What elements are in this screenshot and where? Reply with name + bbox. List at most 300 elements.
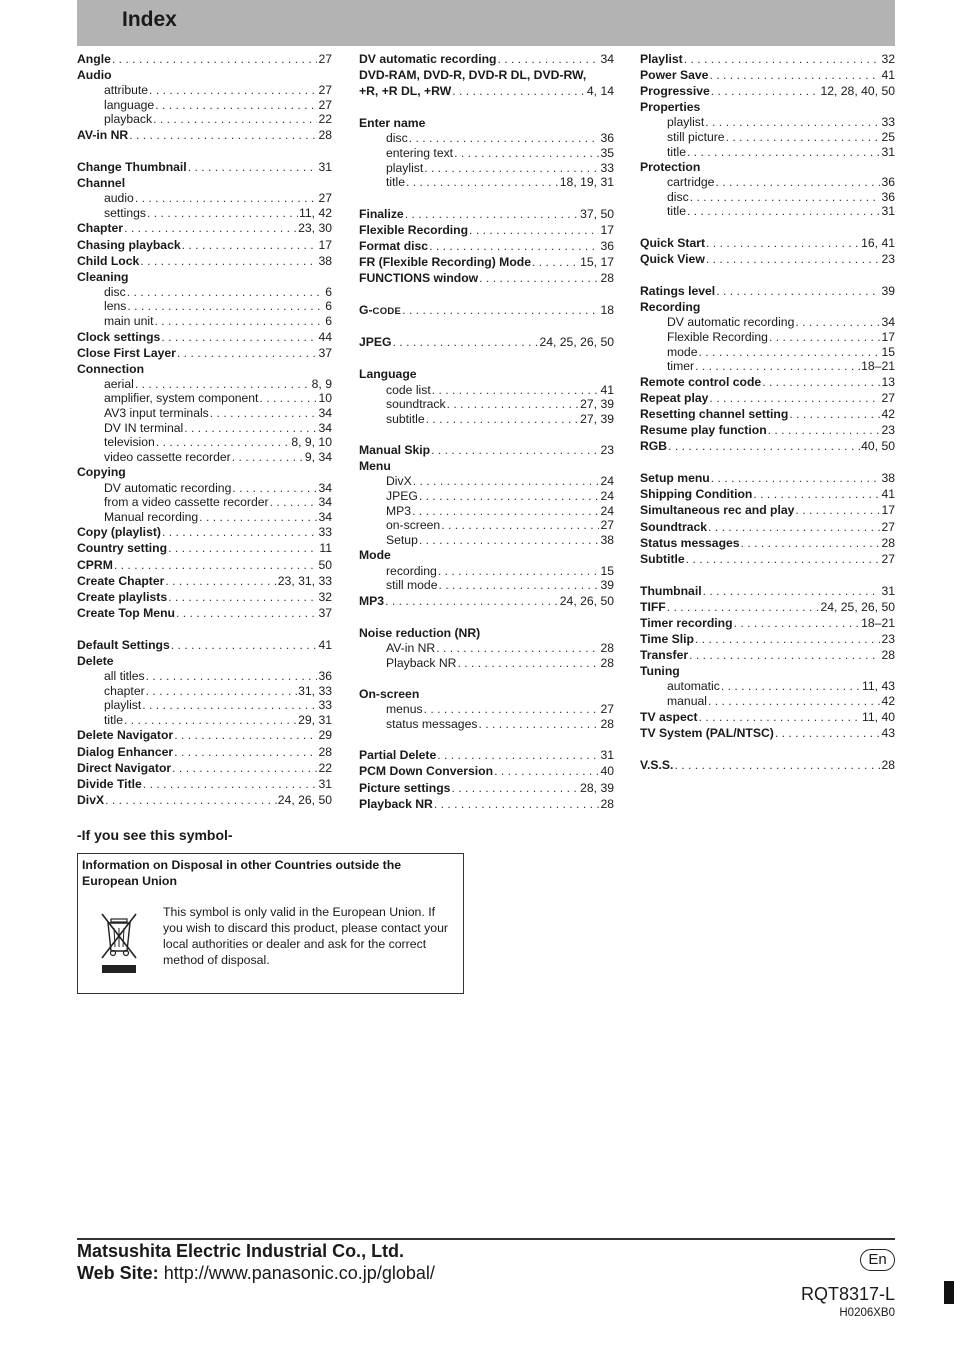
index-term-text: Time Slip	[640, 632, 694, 647]
index-term	[386, 518, 440, 533]
index-term	[386, 383, 431, 398]
page-numbers: 35	[600, 145, 614, 160]
leader-dots	[711, 470, 881, 486]
index-term	[667, 145, 686, 160]
index-term	[359, 83, 451, 99]
index-term-text: Ratings level	[640, 284, 716, 299]
index-column-1	[77, 51, 332, 808]
page-title: Index	[122, 8, 177, 31]
website-line	[77, 1263, 435, 1284]
index-term	[386, 161, 423, 176]
leader-dots	[497, 51, 599, 67]
index-term	[104, 510, 198, 525]
index-entry	[77, 220, 332, 236]
leader-dots	[432, 383, 600, 398]
index-group-heading: Connection	[77, 361, 145, 376]
index-term	[386, 489, 418, 504]
index-term-text: chapter	[104, 683, 145, 698]
index-entry	[359, 83, 614, 99]
index-group-heading: Language	[359, 367, 417, 382]
leader-dots	[135, 191, 318, 206]
index-term-text: title	[104, 712, 123, 727]
page-numbers: 24, 26, 50	[277, 792, 332, 807]
index-entry	[77, 345, 332, 361]
index-entry	[77, 524, 332, 540]
page-numbers: 41	[881, 487, 895, 502]
index-term	[104, 314, 153, 329]
index-term	[640, 647, 688, 663]
index-term	[104, 206, 146, 221]
index-term-text: Default Settings	[77, 637, 170, 652]
leader-dots	[708, 519, 880, 535]
index-subentry	[359, 533, 614, 548]
leader-dots	[699, 709, 861, 725]
index-group-heading: On-screen	[359, 687, 420, 702]
leader-dots	[259, 391, 317, 406]
index-entry	[640, 647, 895, 663]
index-term-text: Chapter	[77, 221, 124, 236]
index-entry	[640, 615, 895, 631]
index-subentry	[77, 435, 332, 450]
index-subentry	[77, 191, 332, 206]
page-numbers: 25	[881, 129, 895, 144]
index-term-text: Picture settings	[359, 780, 451, 795]
index-term	[386, 131, 408, 146]
index-term-text: Direct Navigator	[77, 760, 172, 775]
index-spacer	[359, 731, 614, 747]
index-subentry	[640, 315, 895, 330]
index-term-text: JPEG	[386, 489, 418, 504]
index-entry	[640, 725, 895, 741]
index-term	[640, 251, 705, 267]
index-term-text: AV-in NR	[386, 640, 436, 655]
leader-dots	[436, 641, 599, 656]
index-term	[359, 254, 531, 270]
index-term-text: Manual recording	[104, 509, 199, 524]
page-numbers: 42	[881, 693, 895, 708]
index-term-text: video cassette recorder	[104, 449, 231, 464]
index-entry	[359, 302, 614, 318]
leader-dots	[768, 422, 881, 438]
index-spacer	[640, 741, 895, 757]
leader-dots	[153, 112, 317, 127]
page-numbers: 11, 42	[299, 205, 332, 220]
crossed-out-wheelie-bin-icon	[99, 911, 139, 975]
index-term-text: audio	[104, 191, 134, 206]
index-subentry	[359, 412, 614, 427]
index-entry	[77, 573, 332, 589]
index-term	[386, 533, 418, 548]
leader-dots	[419, 489, 600, 504]
index-term-text: Playlist	[640, 52, 683, 66]
leader-dots	[452, 83, 586, 99]
index-term-text: settings	[104, 205, 147, 220]
index-spacer	[640, 567, 895, 583]
index-subentry	[77, 391, 332, 406]
leader-dots	[769, 330, 881, 345]
index-term-text: playlist	[386, 160, 424, 175]
index-term	[104, 698, 141, 713]
index-term	[640, 757, 673, 773]
page-numbers: 23	[881, 252, 895, 267]
index-entry	[640, 235, 895, 251]
disposal-text: This symbol is only valid in the European Union. If you wish to discard this product, please contact your local authorities or dealer and ask for the correct method of disposal.	[163, 905, 449, 967]
page-numbers: 36	[881, 175, 895, 190]
index-group-heading: Cleaning	[77, 269, 129, 284]
index-term-text: disc	[104, 284, 126, 299]
index-term	[104, 83, 148, 98]
page-numbers: 28	[881, 757, 895, 772]
leader-dots	[171, 637, 318, 653]
index-term-text: Flexible Recording	[667, 330, 768, 344]
index-term	[386, 717, 477, 732]
page-numbers: 44	[318, 329, 332, 344]
index-column-3	[640, 51, 895, 773]
leader-dots	[684, 51, 881, 67]
page-numbers: 50	[318, 557, 332, 572]
index-entry	[640, 535, 895, 551]
page-numbers: 27	[881, 519, 895, 534]
index-term	[104, 112, 152, 127]
index-entry	[77, 776, 332, 792]
index-group-heading: Tuning	[640, 664, 680, 679]
leader-dots	[789, 406, 880, 422]
index-entry	[640, 583, 895, 599]
page-numbers: 36	[600, 131, 614, 146]
index-term-text: manual	[667, 693, 707, 708]
page-numbers: 4, 14	[586, 84, 614, 99]
leader-dots	[161, 329, 317, 345]
leader-dots	[176, 605, 317, 621]
leader-dots	[184, 421, 317, 436]
index-term-text: DV automatic recording	[359, 52, 497, 66]
index-term	[359, 593, 384, 609]
leader-dots	[706, 235, 860, 251]
index-subentry	[359, 564, 614, 579]
leader-dots	[424, 702, 600, 717]
leader-dots	[127, 299, 324, 314]
leader-dots	[709, 67, 880, 83]
index-entry	[640, 470, 895, 486]
index-term-text: DV IN terminal	[104, 420, 184, 435]
index-term-text: language	[104, 97, 155, 112]
page-numbers: 24	[600, 503, 614, 518]
index-spacer	[359, 286, 614, 302]
index-term-text: JPEG	[359, 335, 392, 350]
index-spacer	[77, 143, 332, 159]
page-numbers: 29	[318, 728, 332, 743]
page-numbers: 31	[318, 776, 332, 791]
index-entry	[77, 744, 332, 760]
index-term-text: Subtitle	[640, 551, 685, 566]
website-url[interactable]: http://www.panasonic.co.jp/global/	[163, 1263, 435, 1283]
index-term	[667, 190, 689, 205]
index-term	[640, 51, 683, 67]
index-term	[667, 694, 707, 709]
leader-dots	[426, 412, 579, 427]
index-entry	[77, 253, 332, 269]
page-numbers: 12, 28, 40, 50	[820, 84, 895, 99]
page-numbers: 9, 34	[304, 449, 332, 464]
index-term-text: Simultaneous rec and play	[640, 503, 795, 518]
leader-dots	[406, 175, 559, 190]
index-term-text: aerial	[104, 376, 134, 391]
leader-dots	[687, 204, 880, 219]
index-term-text: Setup	[386, 532, 418, 547]
page-numbers: 24	[600, 489, 614, 504]
index-subentry	[640, 130, 895, 145]
index-subentry	[77, 406, 332, 421]
page-numbers: 43	[881, 725, 895, 740]
index-term-text: Change Thumbnail	[77, 160, 187, 175]
index-subentry	[640, 679, 895, 694]
index-term-text: automatic	[667, 679, 720, 694]
page-numbers: 24, 25, 26, 50	[820, 599, 895, 614]
leader-dots	[775, 725, 881, 741]
index-group-heading: Menu	[359, 459, 391, 474]
index-term-text: Manual Skip	[359, 443, 431, 458]
page-numbers: 38	[881, 471, 895, 486]
leader-dots	[412, 504, 599, 519]
index-term	[640, 709, 698, 725]
index-term	[359, 206, 404, 222]
page-numbers: 40, 50	[861, 439, 895, 454]
index-term-text: disc	[386, 131, 408, 146]
page-numbers: 31	[318, 160, 332, 175]
index-entry	[359, 747, 614, 763]
leader-dots	[708, 694, 880, 709]
index-term	[104, 391, 258, 406]
index-spacer	[359, 426, 614, 442]
index-term-text: soundtrack	[386, 397, 446, 412]
index-subentry	[640, 694, 895, 709]
index-entry	[640, 502, 895, 518]
page-numbers: 34	[881, 315, 895, 330]
index-subentry	[77, 83, 332, 98]
index-term-text: menus	[386, 702, 423, 717]
index-subentry	[77, 98, 332, 113]
model-number: RQT8317-L	[800, 1284, 895, 1304]
index-term	[104, 713, 123, 728]
index-entry	[77, 605, 332, 621]
leader-dots	[177, 345, 318, 361]
index-subentry	[359, 397, 614, 412]
index-subentry	[359, 489, 614, 504]
page-numbers: 27	[318, 191, 332, 206]
leader-dots	[695, 359, 860, 374]
page-numbers: 31	[881, 144, 895, 159]
index-term-text: all titles	[104, 669, 145, 684]
index-term-text: DivX	[77, 792, 105, 807]
index-term-text: Playback NR	[359, 796, 433, 811]
index-term-text: still mode	[386, 578, 438, 593]
index-term	[386, 656, 456, 671]
index-entry	[77, 792, 332, 808]
leader-dots	[105, 792, 277, 808]
index-term	[359, 780, 450, 796]
index-term	[77, 220, 123, 236]
index-term	[386, 641, 435, 656]
leader-dots	[686, 551, 881, 567]
leader-dots	[114, 557, 318, 573]
index-term	[640, 519, 707, 535]
page-numbers: 34	[318, 480, 332, 495]
index-entry	[359, 270, 614, 286]
page-numbers: 29, 31	[298, 712, 332, 727]
language-badge: En	[860, 1249, 895, 1271]
leader-dots	[715, 175, 880, 190]
page-numbers: 23	[600, 443, 614, 458]
index-term	[640, 438, 667, 454]
index-term-text: Delete Navigator	[77, 728, 174, 743]
page-numbers: 31	[881, 583, 895, 598]
index-subentry	[640, 359, 895, 374]
index-term-text: Soundtrack	[640, 519, 708, 534]
leader-dots	[429, 238, 599, 254]
index-term	[386, 504, 411, 519]
leader-dots	[721, 679, 861, 694]
leader-dots	[424, 161, 599, 176]
index-term	[359, 302, 401, 318]
index-term-text: amplifier, system component	[104, 391, 259, 406]
index-spacer	[640, 454, 895, 470]
index-subentry	[77, 206, 332, 221]
index-subentry	[640, 204, 895, 219]
index-term-text: Repeat play	[640, 390, 709, 405]
index-term-text: V.S.S.	[640, 757, 674, 772]
page-numbers: 18–21	[861, 359, 895, 374]
index-term	[359, 796, 433, 812]
index-term	[359, 763, 493, 779]
page-numbers: 27	[600, 518, 614, 533]
index-spacer	[359, 350, 614, 366]
index-entry	[77, 760, 332, 776]
index-term	[104, 421, 183, 436]
index-term-text: playlist	[667, 115, 705, 130]
index-subentry	[77, 285, 332, 300]
index-term-text: RGB	[640, 439, 668, 454]
index-term-text: on-screen	[386, 518, 441, 533]
index-subentry	[359, 518, 614, 533]
index-term	[104, 299, 126, 314]
index-term-text: from a video cassette recorder	[104, 495, 269, 510]
page-numbers: 39	[600, 578, 614, 593]
index-subentry	[77, 495, 332, 510]
index-entry	[77, 127, 332, 143]
page-numbers: 27	[881, 390, 895, 405]
index-term-text: still picture	[667, 129, 725, 144]
index-term-text: DV automatic recording	[667, 315, 795, 330]
index-term	[667, 315, 794, 330]
page-numbers: 41	[318, 637, 332, 652]
index-term	[359, 270, 478, 286]
page-numbers: 27	[600, 702, 614, 717]
index-term-text: Country setting	[77, 541, 168, 556]
index-entry	[359, 51, 614, 67]
index-entry	[77, 329, 332, 345]
leader-dots	[168, 540, 318, 556]
index-term	[77, 637, 170, 653]
leader-dots	[162, 524, 317, 540]
leader-dots	[270, 495, 318, 510]
index-term	[640, 406, 788, 422]
index-spacer	[359, 318, 614, 334]
index-subentry	[640, 175, 895, 190]
index-term	[640, 283, 715, 299]
index-entry	[640, 631, 895, 647]
index-term	[359, 442, 430, 458]
index-term	[77, 524, 161, 540]
index-column-2	[359, 51, 614, 812]
index-entry	[77, 637, 332, 653]
index-term-text: Quick View	[640, 252, 705, 267]
leader-dots	[155, 98, 317, 113]
index-term-text: Remote control code	[640, 374, 762, 389]
index-group-heading: Enter name	[359, 116, 426, 131]
index-term-text: lens	[104, 299, 127, 314]
page-numbers: 31	[881, 204, 895, 219]
page-numbers: 28	[600, 271, 614, 286]
leader-dots	[438, 564, 600, 579]
index-term-text: TV aspect	[640, 709, 698, 724]
page-numbers: 28	[318, 127, 332, 142]
index-term	[640, 535, 740, 551]
leader-dots	[232, 450, 304, 465]
index-term-text: main unit	[104, 314, 154, 328]
index-subentry	[77, 314, 332, 329]
leader-dots	[532, 254, 579, 270]
index-subentry	[359, 702, 614, 717]
page-numbers: 28	[600, 716, 614, 731]
index-term	[640, 486, 752, 502]
index-term	[386, 175, 405, 190]
index-term-text: attribute	[104, 83, 149, 98]
leader-dots	[441, 518, 599, 533]
index-group-heading: Properties	[640, 100, 701, 115]
index-term-text: Thumbnail	[640, 583, 702, 598]
index-term	[104, 191, 134, 206]
leader-dots	[741, 535, 881, 551]
index-term-text: FR (Flexible Recording) Mode	[359, 255, 531, 270]
leader-dots	[706, 251, 881, 267]
leader-dots	[210, 406, 318, 421]
index-term-text: Create playlists	[77, 589, 168, 604]
leader-dots	[431, 442, 599, 458]
index-subentry	[359, 161, 614, 176]
index-subentry	[359, 383, 614, 398]
page-numbers: 23	[881, 632, 895, 647]
index-term-text: +R, +R DL, +RW	[359, 84, 452, 99]
company-name: Matsushita Electric Industrial Co., Ltd.	[77, 1241, 405, 1261]
index-entry	[359, 442, 614, 458]
index-entry	[359, 238, 614, 254]
index-term-text: cartridge	[667, 175, 715, 190]
index-term	[667, 115, 704, 130]
index-entry	[640, 390, 895, 406]
index-spacer	[359, 670, 614, 686]
index-term	[77, 159, 187, 175]
leader-dots	[711, 83, 820, 99]
index-term-text: code list	[386, 382, 431, 397]
index-term-text: Resume play function	[640, 423, 767, 438]
index-term-text: entering text	[386, 145, 454, 160]
index-subentry	[77, 481, 332, 496]
leader-dots	[674, 757, 880, 773]
page-numbers: 38	[318, 253, 332, 268]
index-term-smallcaps: CODE	[372, 306, 402, 318]
index-entry	[77, 557, 332, 573]
leader-dots	[182, 237, 318, 253]
